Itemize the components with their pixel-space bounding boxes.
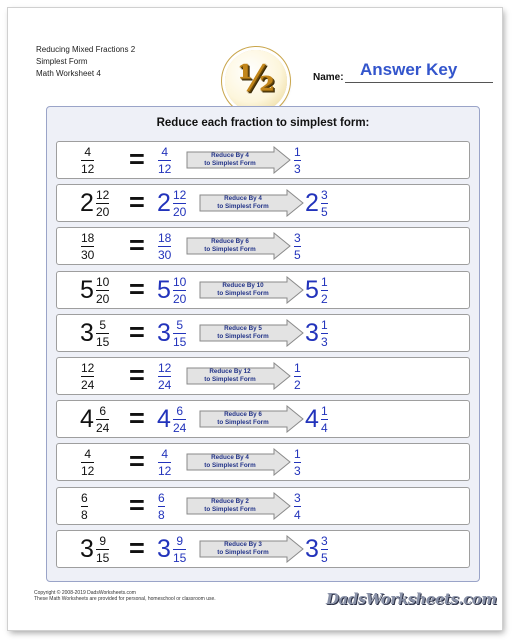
instruction-text: Reduce each fraction to simplest form: xyxy=(156,117,370,129)
fraction-bar xyxy=(173,549,186,550)
result-fraction xyxy=(321,534,328,565)
answer-fraction xyxy=(173,404,186,435)
answer-denominator: 8 xyxy=(158,507,165,522)
simplest-form-text: to Simplest Form xyxy=(204,462,256,470)
fraction-bar xyxy=(96,203,109,204)
fraction-bar xyxy=(158,160,171,161)
fraction-bar xyxy=(321,419,328,420)
result-numerator: 1 xyxy=(321,404,328,419)
problem-row xyxy=(56,400,470,438)
problem-row xyxy=(56,487,470,525)
fraction-bar xyxy=(173,333,186,334)
reduce-by-text: Reduce By 4 xyxy=(211,454,249,462)
reduce-by-text: Reduce By 4 xyxy=(224,195,262,203)
answer-denominator: 15 xyxy=(173,550,187,565)
reduce-by-text: Reduce By 12 xyxy=(209,368,251,375)
reduce-hint-arrow xyxy=(186,362,292,390)
answer-fraction xyxy=(158,361,171,392)
result-fraction xyxy=(321,188,328,219)
result-denominator: 4 xyxy=(294,507,301,522)
problem-row xyxy=(56,271,470,309)
question-fraction xyxy=(96,188,109,219)
fraction-bar xyxy=(173,203,186,204)
fraction-bar xyxy=(81,506,88,507)
result-denominator: 5 xyxy=(294,248,301,263)
problem-row xyxy=(56,443,470,481)
result-whole-number: 4 xyxy=(305,405,319,434)
equals-sign: = xyxy=(129,360,145,390)
answer-fraction xyxy=(173,318,186,349)
reduce-hint-arrow xyxy=(186,448,292,476)
result-numerator: 3 xyxy=(321,188,328,203)
answer-denominator: 12 xyxy=(158,162,172,176)
result-numerator: 1 xyxy=(294,361,301,375)
answer-numerator: 12 xyxy=(158,361,172,375)
result-fraction xyxy=(294,231,301,262)
question-numerator: 4 xyxy=(84,447,92,462)
question-numerator: 4 xyxy=(84,145,92,159)
equals-sign: = xyxy=(129,230,145,261)
result-denominator: 3 xyxy=(294,162,301,176)
simplest-form-text: to Simplest Form xyxy=(204,246,256,254)
simplest-form-text: to Simplest Form xyxy=(217,332,269,340)
answer-numerator: 4 xyxy=(161,447,169,462)
fraction-bar xyxy=(321,333,328,334)
fraction-bar xyxy=(158,246,171,247)
equals-sign: = xyxy=(129,316,145,347)
equals-sign: = xyxy=(129,532,145,563)
reduce-hint-arrow xyxy=(199,276,305,304)
result-numerator: 1 xyxy=(294,447,301,462)
question-denominator: 12 xyxy=(81,162,95,176)
question-whole-number: 3 xyxy=(80,318,94,347)
result-denominator: 2 xyxy=(294,378,301,392)
question-numerator: 10 xyxy=(96,274,110,289)
simplest-form-text: to Simplest Form xyxy=(204,160,256,167)
reduce-by-text: Reduce By 10 xyxy=(222,281,264,289)
question-denominator: 30 xyxy=(81,248,95,263)
fraction-bar xyxy=(158,462,171,463)
reduce-by-text: Reduce By 3 xyxy=(224,540,262,548)
result-fraction xyxy=(294,145,301,176)
simplest-form-text: to Simplest Form xyxy=(204,376,256,383)
result-numerator: 3 xyxy=(294,231,301,246)
result-denominator: 5 xyxy=(321,205,328,220)
answer-whole-number: 3 xyxy=(157,318,171,347)
worksheet-subtitle: Simplest Form xyxy=(36,57,88,66)
simplest-form-text: to Simplest Form xyxy=(204,505,256,513)
reduce-hint-arrow xyxy=(199,319,305,347)
question-fraction xyxy=(81,491,88,522)
result-fraction xyxy=(321,318,328,349)
equals-sign: = xyxy=(129,403,145,434)
fraction-bar xyxy=(81,376,94,377)
question-whole-number: 5 xyxy=(80,275,94,304)
simplest-form-text: to Simplest Form xyxy=(217,289,269,297)
fraction-bar xyxy=(81,462,94,463)
name-line xyxy=(345,82,493,83)
fraction-bar xyxy=(96,290,109,291)
equals-sign: = xyxy=(129,144,145,174)
problem-row xyxy=(56,314,470,352)
fraction-bar xyxy=(96,549,109,550)
problem-row xyxy=(56,184,470,222)
fraction-bar xyxy=(96,333,109,334)
result-numerator: 3 xyxy=(321,533,328,548)
reduce-hint-arrow xyxy=(199,405,305,433)
question-fraction xyxy=(81,361,94,392)
fraction-bar xyxy=(294,246,301,247)
reduce-hint-arrow xyxy=(199,189,305,217)
fraction-bar xyxy=(158,376,171,377)
result-numerator: 1 xyxy=(321,274,328,289)
answer-numerator: 12 xyxy=(173,188,187,203)
result-denominator: 2 xyxy=(321,291,328,306)
brand-logo: DadsWorksheets.com xyxy=(326,590,497,608)
answer-fraction xyxy=(173,534,186,565)
answer-key-label: Answer Key xyxy=(360,60,458,79)
equals-sign: = xyxy=(129,187,145,218)
answer-numerator: 6 xyxy=(158,490,165,505)
question-numerator: 6 xyxy=(81,490,88,505)
reduce-by-text: Reduce By 5 xyxy=(224,324,262,332)
answer-denominator: 12 xyxy=(158,464,172,479)
result-denominator: 3 xyxy=(294,464,301,479)
answer-numerator: 4 xyxy=(161,145,169,159)
reduce-hint-arrow xyxy=(186,232,292,260)
fraction-bar xyxy=(321,549,328,550)
answer-denominator: 20 xyxy=(173,205,187,220)
result-whole-number: 3 xyxy=(305,318,319,347)
question-whole-number: 2 xyxy=(80,189,94,218)
question-fraction xyxy=(96,275,109,306)
result-fraction xyxy=(321,404,328,435)
result-whole-number: 3 xyxy=(305,534,319,563)
answer-fraction xyxy=(158,145,171,176)
question-denominator: 15 xyxy=(96,334,110,349)
reduce-by-text: Reduce By 2 xyxy=(211,497,249,505)
question-denominator: 24 xyxy=(96,421,110,436)
question-numerator: 12 xyxy=(96,188,110,203)
question-denominator: 15 xyxy=(96,550,110,565)
copyright-text: Copyright © 2008-2019 DadsWorksheets.com xyxy=(34,590,136,596)
answer-whole-number: 2 xyxy=(157,189,171,218)
fraction-bar xyxy=(294,376,301,377)
fraction-bar xyxy=(173,419,186,420)
reduce-hint-arrow xyxy=(186,146,292,174)
fraction-bar xyxy=(294,506,301,507)
question-fraction xyxy=(96,534,109,565)
fraction-bar xyxy=(81,246,94,247)
fraction-bar xyxy=(294,462,301,463)
problems-panel xyxy=(46,106,480,582)
answer-whole-number: 3 xyxy=(157,534,171,563)
question-denominator: 24 xyxy=(81,378,95,392)
reduce-by-text: Reduce By 6 xyxy=(211,238,249,246)
question-fraction xyxy=(81,447,94,478)
answer-numerator: 9 xyxy=(176,533,184,548)
problem-row xyxy=(56,141,470,179)
answer-denominator: 15 xyxy=(173,334,187,349)
answer-numerator: 6 xyxy=(176,404,184,419)
answer-numerator: 18 xyxy=(158,231,172,246)
fraction-bar xyxy=(96,419,109,420)
result-fraction xyxy=(294,361,301,392)
equals-sign: = xyxy=(129,489,145,520)
simplest-form-text: to Simplest Form xyxy=(217,203,269,211)
answer-numerator: 10 xyxy=(173,274,187,289)
problem-row xyxy=(56,227,470,265)
result-denominator: 4 xyxy=(321,421,328,436)
question-numerator: 6 xyxy=(99,404,107,419)
answer-denominator: 24 xyxy=(173,421,187,436)
simplest-form-text: to Simplest Form xyxy=(217,548,269,556)
reduce-by-text: Reduce By 6 xyxy=(224,411,262,419)
result-numerator: 3 xyxy=(294,490,301,505)
fraction-bar xyxy=(81,160,94,161)
simplest-form-text: to Simplest Form xyxy=(217,419,269,427)
worksheet-page xyxy=(8,8,502,630)
result-fraction xyxy=(321,275,328,306)
question-fraction xyxy=(96,318,109,349)
question-fraction xyxy=(81,145,94,176)
result-fraction xyxy=(294,447,301,478)
answer-denominator: 20 xyxy=(173,291,187,306)
answer-whole-number: 4 xyxy=(157,405,171,434)
fraction-bar xyxy=(158,506,165,507)
reduce-hint-arrow xyxy=(186,492,292,520)
equals-sign: = xyxy=(129,273,145,304)
fraction-bar xyxy=(321,290,328,291)
worksheet-header xyxy=(36,44,135,80)
usage-note: These Math Worksheets are provided for personal, homeschool or classroom use. xyxy=(34,596,216,602)
equals-sign: = xyxy=(129,446,145,477)
question-numerator: 18 xyxy=(81,231,95,246)
logo-glyph: ½ xyxy=(237,58,275,100)
question-denominator: 12 xyxy=(81,464,95,479)
question-fraction xyxy=(96,404,109,435)
result-whole-number: 5 xyxy=(305,275,319,304)
question-denominator: 20 xyxy=(96,205,110,220)
half-logo-icon xyxy=(225,50,287,112)
answer-fraction xyxy=(173,188,186,219)
result-numerator: 1 xyxy=(294,145,301,159)
footer-copyright xyxy=(34,590,216,602)
problem-row xyxy=(56,357,470,395)
fraction-bar xyxy=(321,203,328,204)
question-fraction xyxy=(81,231,94,262)
reduce-by-text: Reduce By 4 xyxy=(211,152,249,159)
question-whole-number: 4 xyxy=(80,405,94,434)
result-denominator: 3 xyxy=(321,334,328,349)
question-denominator: 20 xyxy=(96,291,110,306)
answer-fraction xyxy=(158,231,171,262)
reduce-hint-arrow xyxy=(199,535,305,563)
question-whole-number: 3 xyxy=(80,534,94,563)
answer-whole-number: 5 xyxy=(157,275,171,304)
question-numerator: 12 xyxy=(81,361,95,375)
fraction-bar xyxy=(294,160,301,161)
name-label: Name: xyxy=(313,72,344,83)
answer-denominator: 30 xyxy=(158,248,172,263)
worksheet-title: Reducing Mixed Fractions 2 xyxy=(36,45,136,54)
answer-numerator: 5 xyxy=(176,317,184,332)
answer-fraction xyxy=(158,491,165,522)
question-numerator: 5 xyxy=(99,317,107,332)
question-denominator: 8 xyxy=(81,507,88,522)
result-whole-number: 2 xyxy=(305,189,319,218)
result-numerator: 1 xyxy=(321,317,328,332)
answer-fraction xyxy=(158,447,171,478)
answer-fraction xyxy=(173,275,186,306)
result-fraction xyxy=(294,491,301,522)
question-numerator: 9 xyxy=(99,533,107,548)
answer-denominator: 24 xyxy=(158,378,172,392)
problem-row xyxy=(56,530,470,568)
fraction-bar xyxy=(173,290,186,291)
worksheet-number: Math Worksheet 4 xyxy=(36,69,101,78)
result-denominator: 5 xyxy=(321,550,328,565)
